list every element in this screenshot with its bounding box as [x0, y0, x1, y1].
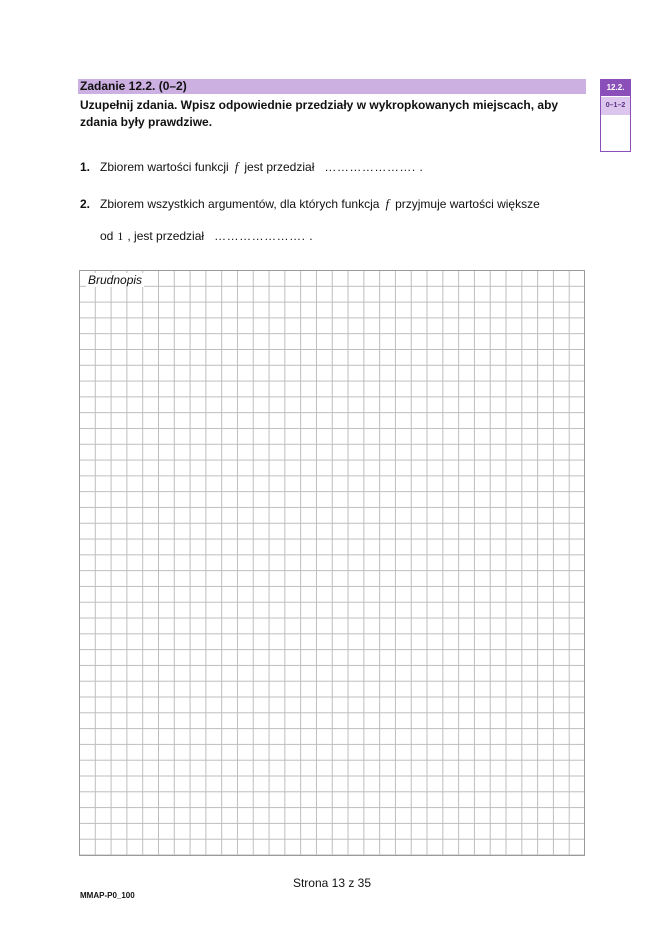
question-item-1	[80, 159, 423, 175]
score-task-number: 12.2.	[601, 80, 630, 96]
item-text-after: jest przedział	[244, 160, 315, 174]
question-item-2-line2	[100, 229, 313, 244]
scratch-label: Brudnopis	[88, 273, 143, 287]
function-symbol: f	[234, 159, 239, 174]
item-line2-suffix: , jest przedział	[127, 229, 205, 243]
task-title: Zadanie 12.2. (0–2)	[78, 79, 586, 94]
page-number: Strona 13 z 35	[292, 876, 372, 890]
document-code: MMAP-P0_100	[80, 891, 135, 900]
score-points: 0–1–2	[601, 96, 630, 115]
item-number: 1.	[80, 160, 91, 174]
item-line2-value: 1	[117, 229, 124, 243]
item-text-before: Zbiorem wartości funkcji	[100, 160, 229, 174]
scratch-grid[interactable]	[79, 270, 585, 856]
item-line2-prefix: od	[100, 229, 114, 243]
task-instruction: Uzupełnij zdania. Wpisz odpowiednie przedziały w wykropkowanych miejscach, aby zdania były prawdziwe.	[80, 98, 559, 129]
answer-blank-1[interactable]: …………………. .	[324, 160, 424, 174]
score-box	[600, 79, 631, 152]
item-number: 2.	[80, 197, 91, 211]
item-text-before: Zbiorem wszystkich argumentów, dla których funkcja	[100, 197, 380, 211]
item-text-after: przyjmuje wartości większe	[395, 197, 540, 211]
question-item-2	[80, 196, 540, 212]
function-symbol: f	[385, 196, 390, 211]
answer-blank-2[interactable]: …………………. .	[214, 229, 314, 243]
